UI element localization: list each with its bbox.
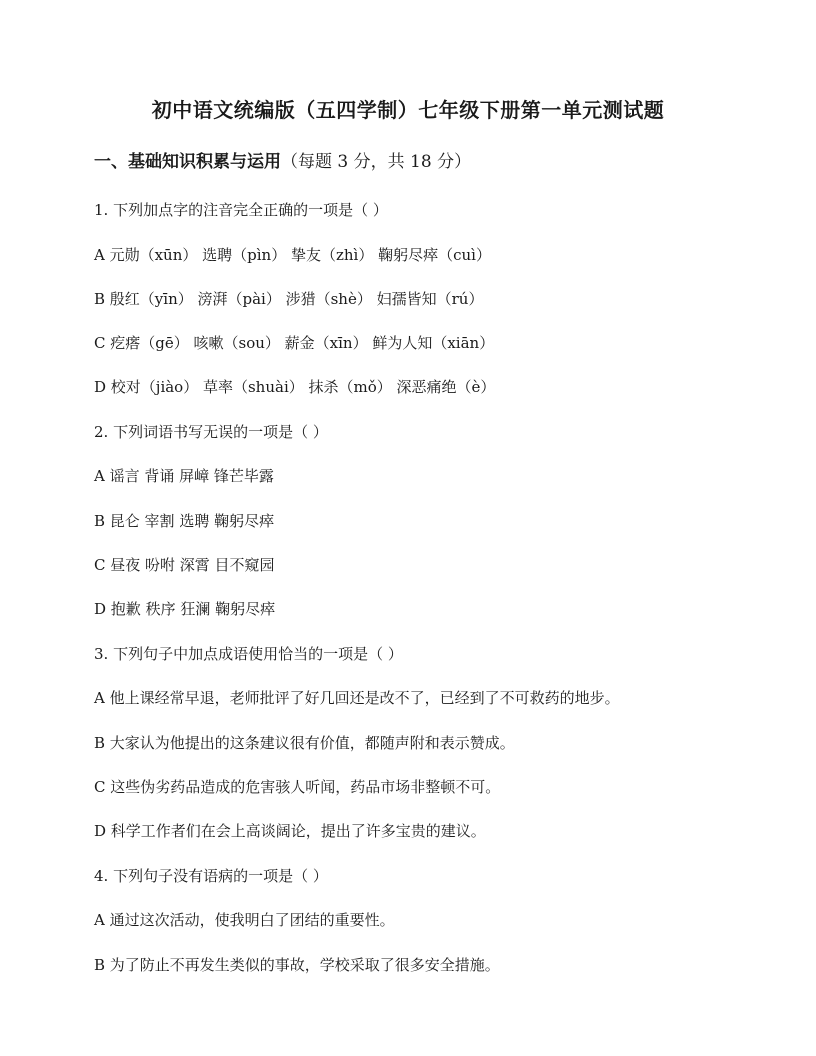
question-2-option-c: C 昼夜 吩咐 深霄 目不窥园 <box>94 556 275 574</box>
question-4-option-b: B 为了防止不再发生类似的事故，学校采取了很多安全措施。 <box>94 956 500 974</box>
question-1-option-d: D 校对（jiào） 草率（shuài） 抹杀（mǒ） 深恶痛绝（è） <box>94 378 496 396</box>
question-3-option-c: C 这些伪劣药品造成的危害骇人听闻，药品市场非整顿不可。 <box>94 778 501 796</box>
question-2-option-d: D 抱歉 秩序 狂澜 鞠躬尽瘁 <box>94 600 276 618</box>
question-1-stem: 1. 下列加点字的注音完全正确的一项是（ ） <box>94 201 388 219</box>
question-3-option-d: D 科学工作者们在会上高谈阔论，提出了许多宝贵的建议。 <box>94 822 486 840</box>
section-score-note: （每题 3 分，共 18 分） <box>281 152 472 172</box>
section-heading <box>94 150 471 174</box>
question-2-stem: 2. 下列词语书写无误的一项是（ ） <box>94 423 328 441</box>
question-1-option-a: A 元勋（xūn） 选聘（pìn） 挚友（zhì） 鞠躬尽瘁（cuì） <box>94 246 491 264</box>
section-heading-text: 一、基础知识积累与运用 <box>94 152 281 172</box>
question-1-option-b: B 殷红（yīn） 滂湃（pài） 涉猎（shè） 妇孺皆知（rú） <box>94 290 484 308</box>
question-3-option-b: B 大家认为他提出的这条建议很有价值，都随声附和表示赞成。 <box>94 734 515 752</box>
document-title: 初中语文统编版（五四学制）七年级下册第一单元测试题 <box>151 98 665 122</box>
question-3-option-a: A 他上课经常早退，老师批评了好几回还是改不了，已经到了不可救药的地步。 <box>94 689 620 707</box>
question-2-option-b: B 昆仑 宰割 选聘 鞠躬尽瘁 <box>94 512 275 530</box>
question-4-stem: 4. 下列句子没有语病的一项是（ ） <box>94 867 328 885</box>
question-4-option-a: A 通过这次活动，使我明白了团结的重要性。 <box>94 911 395 929</box>
question-2-option-a: A 谣言 背诵 屏嶂 锋芒毕露 <box>94 467 274 485</box>
question-1-option-c: C 疙瘩（gē） 咳嗽（sou） 薪金（xīn） 鲜为人知（xiān） <box>94 334 495 352</box>
question-3-stem: 3. 下列句子中加点成语使用恰当的一项是（ ） <box>94 645 403 663</box>
